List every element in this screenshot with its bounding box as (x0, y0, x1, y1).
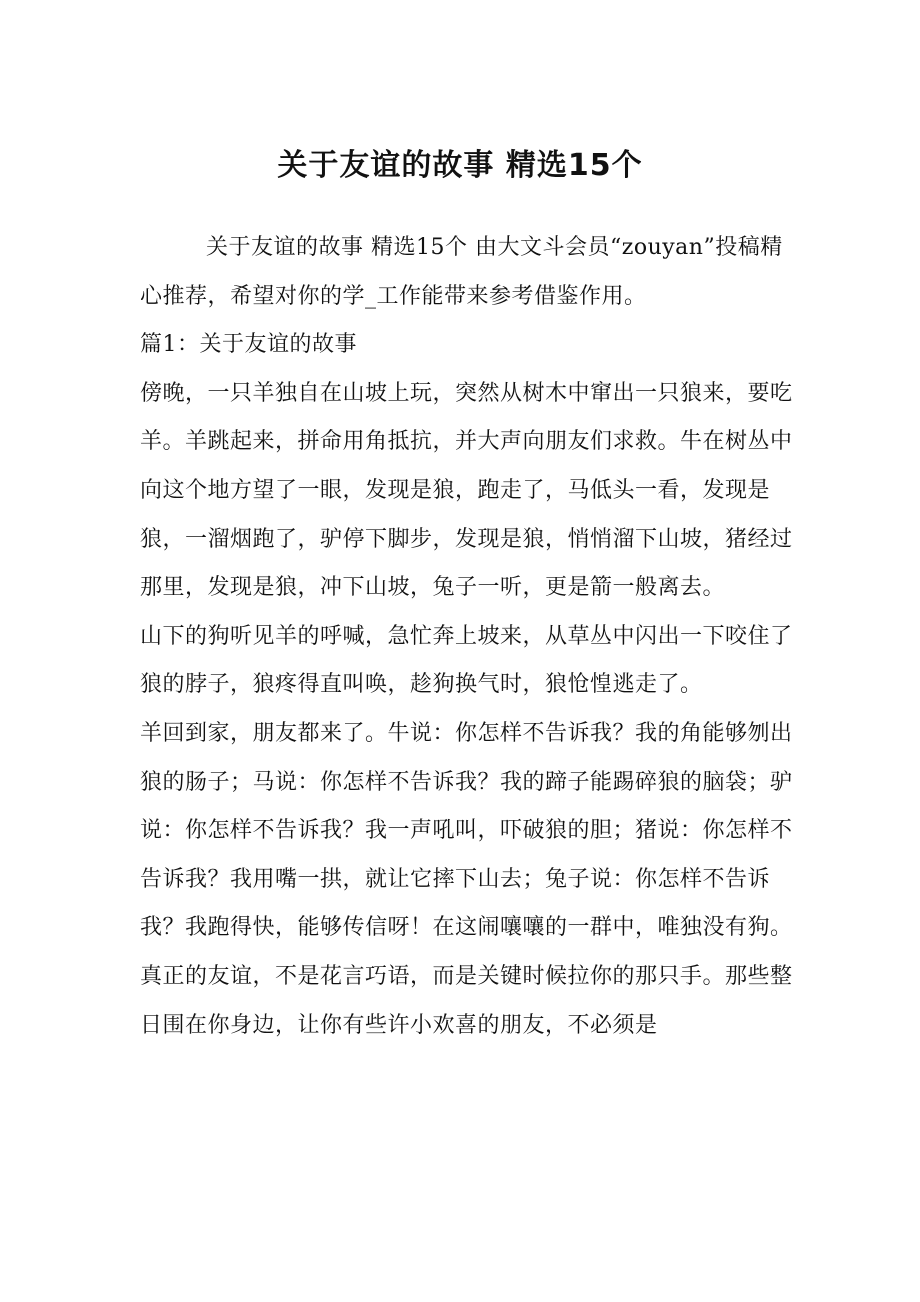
document-title: 关于友谊的故事 精选15个 (277, 148, 643, 183)
section-heading: 篇1：关于友谊的故事 (140, 332, 357, 358)
story-paragraph-4: 真正的友谊，不是花言巧语，而是关键时候拉你的那只手。那些整日围在你身边，让你有些许小欢喜的朋友，不必须是 (140, 963, 793, 1038)
story-paragraph-3: 羊回到家，朋友都来了。牛说：你怎样不告诉我？我的角能够刎出狼的肠子；马说：你怎样不告诉我？我的蹄子能踢碎狼的脑袋；驴说：你怎样不告诉我？我一声吼叫，吓破狼的胆；猪说：你怎样不告诉我？我用嘴一拱，就让它摔下山去；兔子说：你怎样不告诉我？我跑得快，能够传信呀！在这闹嚷嚷的一群中，唯独没有狗。 (140, 720, 793, 941)
document-body (140, 224, 800, 1050)
intro-paragraph: 关于友谊的故事 精选15个 由大文斗会员“zouyan”投稿精心推荐，希望对你的学_工作能带来参考借鉴作用。 (140, 235, 783, 309)
story-paragraph-2: 山下的狗听见羊的呼喊，急忙奔上坡来，从草丛中闪出一下咬住了狼的脖子，狼疼得直叫唤，趁狗换气时，狼怆惶逃走了。 (140, 623, 793, 698)
story-paragraph-1: 傍晚，一只羊独自在山坡上玩，突然从树木中窜出一只狼来，要吃羊。羊跳起来，拼命用角抵抗，并大声向朋友们求救。牛在树丛中向这个地方望了一眼，发现是狼，跑走了，马低头一看，发现是狼，一溜烟跑了，驴停下脚步，发现是狼，悄悄溜下山坡，猪经过那里，发现是狼，冲下山坡，兔子一听，更是箭一般离去。 (140, 380, 793, 601)
